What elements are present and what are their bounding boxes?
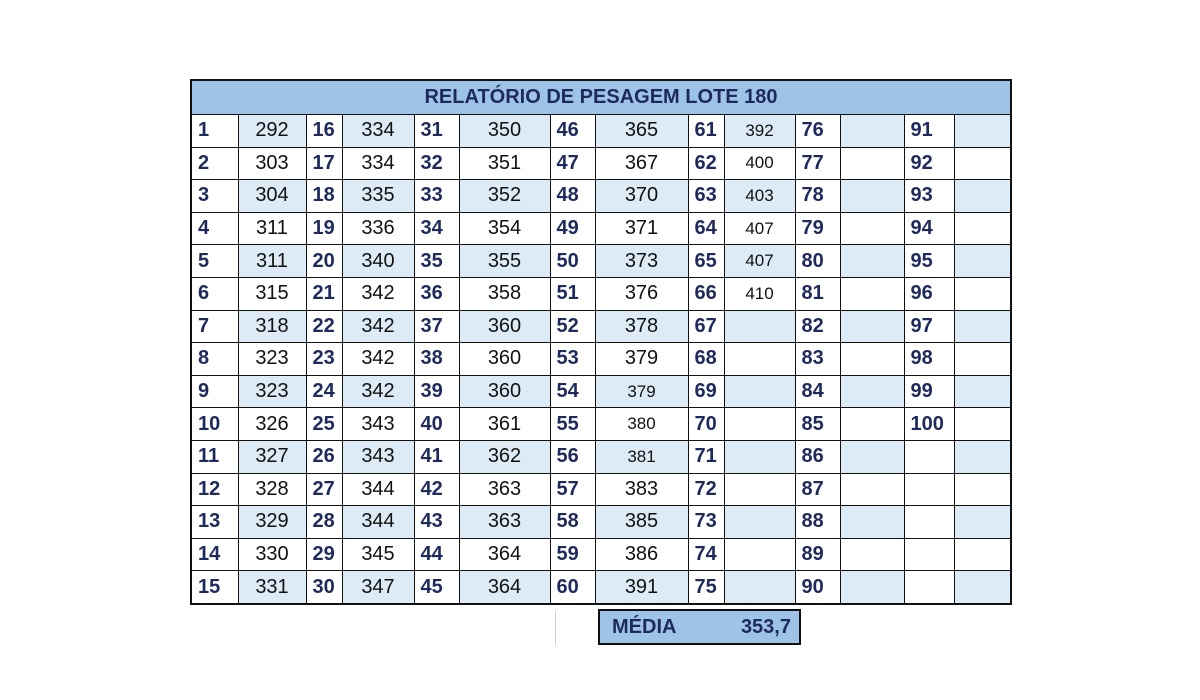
weight-value: 303 bbox=[238, 147, 306, 180]
weight-value: 351 bbox=[459, 147, 550, 180]
weight-value: 352 bbox=[459, 180, 550, 213]
weight-value: 315 bbox=[238, 277, 306, 310]
animal-number: 48 bbox=[550, 180, 595, 213]
weight-value: 407 bbox=[724, 245, 795, 278]
animal-number: 65 bbox=[688, 245, 724, 278]
weight-value: 365 bbox=[595, 115, 688, 147]
weight-value: 329 bbox=[238, 506, 306, 539]
animal-number: 5 bbox=[192, 245, 238, 278]
animal-number: 67 bbox=[688, 310, 724, 343]
weight-value: 318 bbox=[238, 310, 306, 343]
weight-value bbox=[840, 277, 904, 310]
weight-value: 330 bbox=[238, 538, 306, 571]
weight-value: 378 bbox=[595, 310, 688, 343]
animal-number: 51 bbox=[550, 277, 595, 310]
weight-value bbox=[954, 180, 1010, 213]
animal-number: 41 bbox=[414, 440, 459, 473]
weight-value bbox=[954, 571, 1010, 603]
table-row bbox=[192, 375, 1010, 408]
weight-value bbox=[954, 115, 1010, 147]
weight-value bbox=[724, 506, 795, 539]
animal-number bbox=[904, 571, 954, 603]
weight-value bbox=[840, 375, 904, 408]
weight-value: 360 bbox=[459, 310, 550, 343]
animal-number: 46 bbox=[550, 115, 595, 147]
animal-number: 96 bbox=[904, 277, 954, 310]
table-row bbox=[192, 115, 1010, 147]
animal-number: 24 bbox=[306, 375, 342, 408]
table-row bbox=[192, 473, 1010, 506]
table-row bbox=[192, 212, 1010, 245]
weight-value: 336 bbox=[342, 212, 414, 245]
animal-number: 26 bbox=[306, 440, 342, 473]
weight-value: 391 bbox=[595, 571, 688, 603]
animal-number: 35 bbox=[414, 245, 459, 278]
weight-value: 331 bbox=[238, 571, 306, 603]
animal-number: 53 bbox=[550, 343, 595, 376]
weight-value: 342 bbox=[342, 375, 414, 408]
animal-number: 17 bbox=[306, 147, 342, 180]
animal-number: 23 bbox=[306, 343, 342, 376]
weight-value bbox=[840, 506, 904, 539]
animal-number: 32 bbox=[414, 147, 459, 180]
weight-value: 373 bbox=[595, 245, 688, 278]
weight-value: 304 bbox=[238, 180, 306, 213]
animal-number bbox=[904, 506, 954, 539]
animal-number: 16 bbox=[306, 115, 342, 147]
weight-value bbox=[724, 473, 795, 506]
animal-number: 82 bbox=[795, 310, 840, 343]
weight-value: 344 bbox=[342, 473, 414, 506]
weight-value bbox=[840, 180, 904, 213]
animal-number: 98 bbox=[904, 343, 954, 376]
animal-number: 33 bbox=[414, 180, 459, 213]
animal-number: 57 bbox=[550, 473, 595, 506]
animal-number: 79 bbox=[795, 212, 840, 245]
animal-number: 21 bbox=[306, 277, 342, 310]
animal-number: 52 bbox=[550, 310, 595, 343]
animal-number: 11 bbox=[192, 440, 238, 473]
weight-value: 335 bbox=[342, 180, 414, 213]
animal-number: 3 bbox=[192, 180, 238, 213]
table-row bbox=[192, 343, 1010, 376]
weight-value bbox=[954, 473, 1010, 506]
animal-number: 73 bbox=[688, 506, 724, 539]
animal-number: 10 bbox=[192, 408, 238, 441]
animal-number: 64 bbox=[688, 212, 724, 245]
animal-number: 44 bbox=[414, 538, 459, 571]
animal-number: 89 bbox=[795, 538, 840, 571]
weight-value: 292 bbox=[238, 115, 306, 147]
weight-value: 342 bbox=[342, 277, 414, 310]
animal-number: 88 bbox=[795, 506, 840, 539]
weight-value: 386 bbox=[595, 538, 688, 571]
animal-number: 7 bbox=[192, 310, 238, 343]
weight-value bbox=[724, 440, 795, 473]
weight-value: 355 bbox=[459, 245, 550, 278]
weight-value bbox=[724, 571, 795, 603]
weight-value: 345 bbox=[342, 538, 414, 571]
weight-value: 358 bbox=[459, 277, 550, 310]
animal-number: 22 bbox=[306, 310, 342, 343]
animal-number: 54 bbox=[550, 375, 595, 408]
animal-number: 38 bbox=[414, 343, 459, 376]
animal-number: 47 bbox=[550, 147, 595, 180]
animal-number: 93 bbox=[904, 180, 954, 213]
animal-number: 77 bbox=[795, 147, 840, 180]
animal-number: 20 bbox=[306, 245, 342, 278]
weight-value: 340 bbox=[342, 245, 414, 278]
weight-value: 407 bbox=[724, 212, 795, 245]
weight-value: 385 bbox=[595, 506, 688, 539]
animal-number: 28 bbox=[306, 506, 342, 539]
animal-number: 39 bbox=[414, 375, 459, 408]
weight-value: 343 bbox=[342, 408, 414, 441]
animal-number: 1 bbox=[192, 115, 238, 147]
animal-number: 94 bbox=[904, 212, 954, 245]
animal-number: 95 bbox=[904, 245, 954, 278]
animal-number: 2 bbox=[192, 147, 238, 180]
table-row bbox=[192, 147, 1010, 180]
weight-value: 371 bbox=[595, 212, 688, 245]
weight-value bbox=[840, 115, 904, 147]
weight-value: 370 bbox=[595, 180, 688, 213]
animal-number: 84 bbox=[795, 375, 840, 408]
weight-value: 380 bbox=[595, 408, 688, 441]
table-row bbox=[192, 245, 1010, 278]
animal-number: 75 bbox=[688, 571, 724, 603]
weight-value: 343 bbox=[342, 440, 414, 473]
animal-number: 85 bbox=[795, 408, 840, 441]
animal-number: 18 bbox=[306, 180, 342, 213]
weight-value: 350 bbox=[459, 115, 550, 147]
animal-number: 9 bbox=[192, 375, 238, 408]
weight-value: 311 bbox=[238, 212, 306, 245]
weight-value: 410 bbox=[724, 277, 795, 310]
weight-value bbox=[724, 408, 795, 441]
animal-number: 58 bbox=[550, 506, 595, 539]
weight-value: 379 bbox=[595, 375, 688, 408]
weight-value: 323 bbox=[238, 375, 306, 408]
animal-number: 25 bbox=[306, 408, 342, 441]
animal-number: 97 bbox=[904, 310, 954, 343]
weight-value bbox=[954, 277, 1010, 310]
weight-value: 361 bbox=[459, 408, 550, 441]
weight-value: 311 bbox=[238, 245, 306, 278]
animal-number: 13 bbox=[192, 506, 238, 539]
weight-value bbox=[840, 408, 904, 441]
table-row bbox=[192, 440, 1010, 473]
weight-value: 403 bbox=[724, 180, 795, 213]
animal-number: 55 bbox=[550, 408, 595, 441]
animal-number: 49 bbox=[550, 212, 595, 245]
animal-number: 60 bbox=[550, 571, 595, 603]
weight-value bbox=[840, 343, 904, 376]
weight-value: 328 bbox=[238, 473, 306, 506]
weight-value bbox=[724, 310, 795, 343]
weight-value bbox=[840, 571, 904, 603]
animal-number: 12 bbox=[192, 473, 238, 506]
weight-value bbox=[840, 538, 904, 571]
weight-value bbox=[724, 343, 795, 376]
animal-number: 83 bbox=[795, 343, 840, 376]
animal-number: 29 bbox=[306, 538, 342, 571]
table-row bbox=[192, 506, 1010, 539]
table-row bbox=[192, 571, 1010, 603]
animal-number: 30 bbox=[306, 571, 342, 603]
weight-value bbox=[954, 408, 1010, 441]
weight-value: 364 bbox=[459, 571, 550, 603]
animal-number: 86 bbox=[795, 440, 840, 473]
weight-value: 367 bbox=[595, 147, 688, 180]
animal-number: 81 bbox=[795, 277, 840, 310]
animal-number: 80 bbox=[795, 245, 840, 278]
table-row bbox=[192, 277, 1010, 310]
animal-number: 36 bbox=[414, 277, 459, 310]
animal-number: 8 bbox=[192, 343, 238, 376]
animal-number: 78 bbox=[795, 180, 840, 213]
animal-number: 68 bbox=[688, 343, 724, 376]
animal-number: 99 bbox=[904, 375, 954, 408]
weight-value: 326 bbox=[238, 408, 306, 441]
table-row bbox=[192, 310, 1010, 343]
animal-number: 90 bbox=[795, 571, 840, 603]
animal-number: 34 bbox=[414, 212, 459, 245]
weight-value bbox=[724, 538, 795, 571]
weight-value: 383 bbox=[595, 473, 688, 506]
report-title: RELATÓRIO DE PESAGEM LOTE 180 bbox=[192, 81, 1010, 115]
weight-value bbox=[954, 212, 1010, 245]
weight-value bbox=[840, 440, 904, 473]
average-value: 353,7 bbox=[740, 615, 791, 638]
weight-value: 400 bbox=[724, 147, 795, 180]
animal-number: 71 bbox=[688, 440, 724, 473]
animal-number: 6 bbox=[192, 277, 238, 310]
animal-number: 4 bbox=[192, 212, 238, 245]
weight-value: 379 bbox=[595, 343, 688, 376]
weight-value: 342 bbox=[342, 310, 414, 343]
animal-number bbox=[904, 440, 954, 473]
animal-number: 72 bbox=[688, 473, 724, 506]
weight-value bbox=[840, 245, 904, 278]
weight-value: 323 bbox=[238, 343, 306, 376]
weight-value: 344 bbox=[342, 506, 414, 539]
animal-number: 50 bbox=[550, 245, 595, 278]
weight-value: 354 bbox=[459, 212, 550, 245]
animal-number: 91 bbox=[904, 115, 954, 147]
table-row bbox=[192, 538, 1010, 571]
weight-value bbox=[840, 212, 904, 245]
divider bbox=[555, 611, 556, 645]
weight-value bbox=[954, 538, 1010, 571]
animal-number: 76 bbox=[795, 115, 840, 147]
animal-number: 62 bbox=[688, 147, 724, 180]
weight-value: 363 bbox=[459, 473, 550, 506]
weight-value: 342 bbox=[342, 343, 414, 376]
weight-value bbox=[954, 147, 1010, 180]
weight-value bbox=[954, 440, 1010, 473]
animal-number: 14 bbox=[192, 538, 238, 571]
animal-number: 15 bbox=[192, 571, 238, 603]
weight-value: 381 bbox=[595, 440, 688, 473]
table-row bbox=[192, 408, 1010, 441]
animal-number: 92 bbox=[904, 147, 954, 180]
weight-value: 360 bbox=[459, 375, 550, 408]
weight-value bbox=[954, 506, 1010, 539]
animal-number: 42 bbox=[414, 473, 459, 506]
weight-value bbox=[840, 310, 904, 343]
weight-value: 363 bbox=[459, 506, 550, 539]
animal-number: 56 bbox=[550, 440, 595, 473]
animal-number: 87 bbox=[795, 473, 840, 506]
animal-number: 31 bbox=[414, 115, 459, 147]
weight-value bbox=[954, 245, 1010, 278]
weight-value: 327 bbox=[238, 440, 306, 473]
animal-number: 59 bbox=[550, 538, 595, 571]
average-box bbox=[598, 609, 801, 645]
animal-number: 100 bbox=[904, 408, 954, 441]
weight-value: 392 bbox=[724, 115, 795, 147]
animal-number: 45 bbox=[414, 571, 459, 603]
weighing-report bbox=[190, 79, 1012, 605]
weight-value bbox=[954, 310, 1010, 343]
weight-value: 334 bbox=[342, 115, 414, 147]
animal-number: 43 bbox=[414, 506, 459, 539]
weights-table bbox=[192, 115, 1010, 603]
weight-value: 362 bbox=[459, 440, 550, 473]
animal-number: 61 bbox=[688, 115, 724, 147]
animal-number: 66 bbox=[688, 277, 724, 310]
weight-value: 360 bbox=[459, 343, 550, 376]
animal-number bbox=[904, 538, 954, 571]
weight-value bbox=[840, 473, 904, 506]
table-row bbox=[192, 180, 1010, 213]
weight-value: 376 bbox=[595, 277, 688, 310]
weight-value: 347 bbox=[342, 571, 414, 603]
animal-number: 37 bbox=[414, 310, 459, 343]
average-label: MÉDIA bbox=[612, 615, 677, 638]
animal-number: 19 bbox=[306, 212, 342, 245]
weight-value bbox=[724, 375, 795, 408]
weight-value: 364 bbox=[459, 538, 550, 571]
animal-number: 40 bbox=[414, 408, 459, 441]
animal-number: 63 bbox=[688, 180, 724, 213]
weight-value bbox=[954, 375, 1010, 408]
animal-number bbox=[904, 473, 954, 506]
weight-value bbox=[840, 147, 904, 180]
weight-value bbox=[954, 343, 1010, 376]
animal-number: 27 bbox=[306, 473, 342, 506]
animal-number: 69 bbox=[688, 375, 724, 408]
animal-number: 74 bbox=[688, 538, 724, 571]
animal-number: 70 bbox=[688, 408, 724, 441]
weight-value: 334 bbox=[342, 147, 414, 180]
